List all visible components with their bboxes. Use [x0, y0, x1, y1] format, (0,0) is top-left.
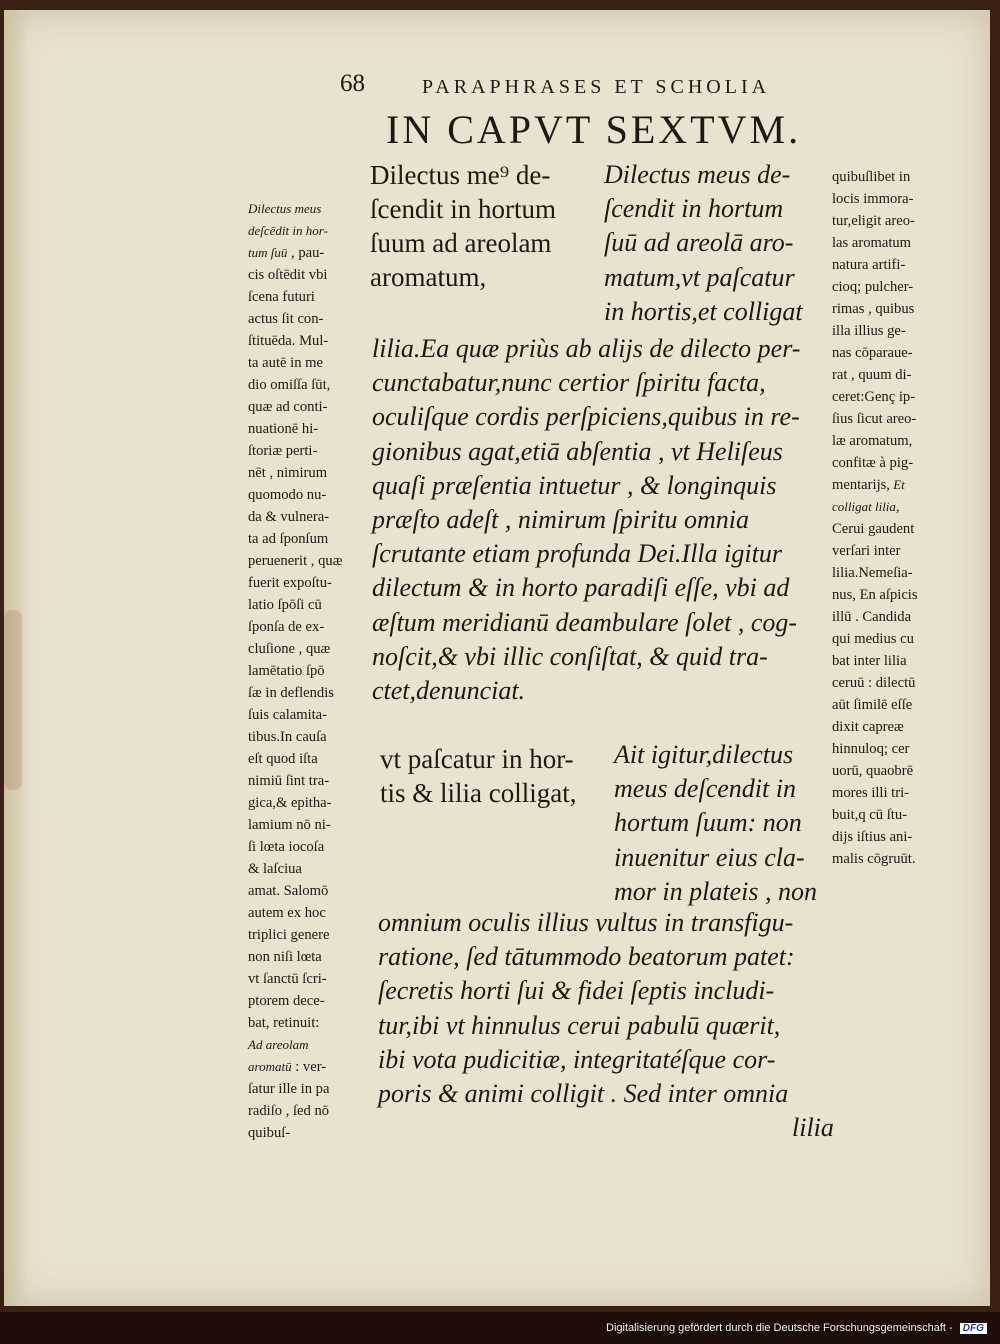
margin-line: [248, 1122, 342, 1144]
margin-line: [248, 748, 342, 770]
commentary-line: ratione, ſed tātummodo beatorum patet:: [378, 942, 795, 972]
margin-roman-run: dio omiſſa ſūt,: [248, 377, 331, 393]
margin-line: [248, 286, 342, 308]
margin-line: [248, 924, 342, 946]
margin-roman-run: amat. Salomō: [248, 883, 329, 899]
margin-line: [248, 374, 342, 396]
margin-line: [832, 584, 918, 606]
margin-line: [832, 188, 918, 210]
commentary-block-2: [378, 906, 834, 1145]
margin-line: [248, 770, 342, 792]
margin-roman-run: ceret:Genç ip-: [832, 389, 916, 405]
margin-line: [248, 308, 342, 330]
lemma-block-2: [380, 742, 576, 810]
margin-line: [248, 352, 342, 374]
margin-roman-run: ſæ in deflendis: [248, 685, 334, 701]
commentary-line: poris & animi colligit . Sed inter omnia: [378, 1079, 789, 1109]
margin-italic-run: Ad areolam: [248, 1037, 309, 1052]
margin-line: [832, 540, 918, 562]
commentary-line: æſtum meridianū deambulare ſolet , cog-: [372, 607, 798, 637]
lemma-line: ſuum ad areolam: [370, 228, 552, 258]
margin-roman-run: actus ſit con-: [248, 311, 324, 327]
margin-line: [832, 628, 918, 650]
margin-line: [248, 462, 342, 484]
margin-line: [248, 220, 342, 242]
margin-roman-run: bat, retinuit:: [248, 1015, 320, 1031]
commentary-line: Ait igitur,dilectus: [614, 740, 794, 769]
margin-roman-run: lamium nō ni-: [248, 817, 331, 833]
margin-line: [248, 1078, 342, 1100]
commentary-line: quaſi præſentia intuetur , & longinquis: [372, 470, 777, 500]
commentary-line: meus deſcendit in: [614, 774, 796, 804]
margin-line: [248, 814, 342, 836]
margin-roman-run: & laſciua: [248, 861, 302, 877]
commentary-line: cunctabatur,nunc certior ſpiritu facta,: [372, 368, 766, 398]
margin-line: [832, 166, 918, 188]
commentary-line: matum,vt paſcatur: [604, 262, 795, 292]
margin-line: [248, 946, 342, 968]
margin-line: [832, 848, 918, 870]
margin-roman-run: quibuſ-: [248, 1125, 291, 1141]
margin-line: [832, 496, 918, 518]
margin-line: [832, 782, 918, 804]
margin-line: [832, 320, 918, 342]
commentary-line: ſuū ad areolā aro-: [604, 228, 794, 258]
margin-roman-run: latio ſpōſi cū: [248, 597, 322, 613]
commentary-line: ſcrutante etiam profunda Dei.Illa igitur: [372, 539, 782, 569]
margin-roman-run: nimiū ſint tra-: [248, 773, 330, 789]
margin-roman-run: rat , quum di-: [832, 367, 912, 383]
margin-roman-run: radiſo , ſed nō: [248, 1103, 330, 1119]
commentary-line: dilectum & in horto paradiſi eſſe, vbi ad: [372, 573, 790, 603]
margin-roman-run: dixit capreæ: [832, 719, 904, 735]
margin-roman-run: eſt quod iſta: [248, 751, 318, 767]
margin-line: [248, 440, 342, 462]
lemma-line: ſcendit in hortum: [370, 194, 556, 224]
margin-line: [248, 726, 342, 748]
margin-roman-run: da & vulnera-: [248, 509, 330, 525]
left-marginal-note: [248, 198, 342, 1144]
margin-roman-run: qui medius cu: [832, 631, 914, 647]
margin-roman-run: triplici genere: [248, 927, 330, 943]
margin-line: [832, 210, 918, 232]
margin-roman-run: cioq; pulcher-: [832, 279, 914, 295]
margin-roman-run: læ aromatum,: [832, 433, 913, 449]
margin-roman-run: locis immora-: [832, 191, 914, 207]
margin-roman-run: nēt , nimirum: [248, 465, 328, 481]
commentary-line: hortum ſuum: non: [614, 808, 802, 838]
margin-roman-run: , pau-: [287, 245, 325, 261]
commentary-line: Dilectus meus de-: [604, 160, 791, 189]
margin-line: [832, 254, 918, 276]
commentary-line: oculiſque cordis perſpiciens,quibus in re-: [372, 402, 800, 432]
margin-roman-run: quæ ad conti-: [248, 399, 328, 415]
commentary-line: ſecretis horti ſui & fidei ſeptis includi-: [378, 976, 775, 1006]
margin-roman-run: confitæ à pig-: [832, 455, 914, 471]
margin-roman-run: bat inter lilia: [832, 653, 907, 669]
margin-roman-run: quomodo nu-: [248, 487, 327, 503]
margin-line: [248, 968, 342, 990]
commentary-line: mor in plateis , non: [614, 876, 817, 906]
margin-roman-run: ſtoriæ perti-: [248, 443, 318, 459]
margin-line: [832, 562, 918, 584]
margin-roman-run: ceruū : dilectū: [832, 675, 916, 691]
commentary-block-1: [372, 332, 800, 708]
margin-roman-run: ſponſa de ex-: [248, 619, 325, 635]
running-head: PARAPHRASES ET SCHOLIA: [422, 76, 771, 98]
margin-roman-run: nuationē hi-: [248, 421, 319, 437]
margin-roman-run: ſcena futuri: [248, 289, 315, 305]
margin-italic-run: aromatū: [248, 1059, 292, 1074]
lemma-line: aromatum,: [370, 262, 487, 292]
margin-line: [832, 738, 918, 760]
commentary-line: præſto adeſt , nimirum ſpiritu omnia: [372, 505, 750, 535]
commentary-block-1-top: [604, 158, 803, 329]
digitization-credit: [606, 1322, 987, 1334]
margin-line: [248, 1034, 342, 1056]
margin-line: [832, 760, 918, 782]
margin-line: [248, 198, 342, 220]
margin-line: [832, 232, 918, 254]
lemma-line: vt paſcatur in hor-: [380, 744, 574, 774]
margin-line: [832, 408, 918, 430]
margin-roman-run: mores illi tri-: [832, 785, 910, 801]
margin-line: [248, 330, 342, 352]
margin-line: [248, 594, 342, 616]
lemma-line: tis & lilia colligat,: [380, 778, 577, 808]
margin-roman-run: lamētatio ſpō: [248, 663, 325, 679]
margin-roman-run: vt ſanctū ſcri-: [248, 971, 327, 987]
commentary-line: lilia: [792, 1113, 834, 1143]
margin-italic-run: deſcēdit in hor-: [248, 223, 328, 238]
margin-line: [248, 418, 342, 440]
page-stain: [4, 610, 22, 790]
margin-roman-run: : ver-: [291, 1059, 327, 1075]
margin-roman-run: gica,& epitha-: [248, 795, 332, 811]
credit-text: Digitalisierung gefördert durch die Deutsche Forschungsgemeinschaft -: [606, 1322, 953, 1334]
margin-line: [832, 672, 918, 694]
margin-italic-run: Et: [889, 477, 905, 492]
margin-line: [832, 430, 918, 452]
margin-roman-run: buit,q cū ſtu-: [832, 807, 907, 823]
commentary-line: noſcit,& vbi illic conſiſtat, & quid tra-: [372, 641, 768, 671]
margin-line: [832, 694, 918, 716]
commentary-line: ſcendit in hortum: [604, 194, 784, 224]
book-page: [4, 10, 990, 1306]
margin-roman-run: dijs iſtius ani-: [832, 829, 913, 845]
margin-line: [248, 792, 342, 814]
margin-italic-run: Dilectus meus: [248, 201, 322, 216]
margin-line: [248, 902, 342, 924]
margin-line: [248, 484, 342, 506]
margin-roman-run: ta ad ſponſum: [248, 531, 329, 547]
margin-roman-run: natura artifi-: [832, 257, 906, 273]
margin-italic-run: tum ſuū: [248, 245, 288, 260]
margin-roman-run: mentarijs,: [832, 477, 890, 493]
margin-line: [832, 826, 918, 848]
commentary-line: inuenitur eius cla-: [614, 842, 805, 872]
margin-roman-run: ſius ſicut areo-: [832, 411, 917, 427]
margin-roman-run: quibuſlibet in: [832, 169, 911, 185]
margin-line: [248, 836, 342, 858]
margin-roman-run: ſuis calamita-: [248, 707, 328, 723]
margin-line: [248, 616, 342, 638]
margin-line: [248, 1012, 342, 1034]
margin-roman-run: nus, En aſpicis: [832, 587, 918, 603]
margin-roman-run: ptorem dece-: [248, 993, 325, 1009]
margin-roman-run: cis oſtēdit vbi: [248, 267, 328, 283]
margin-roman-run: ſatur ille in pa: [248, 1081, 330, 1097]
dfg-logo: DFG: [960, 1323, 987, 1334]
commentary-line: gionibus agat,etiā abſentia , vt Heliſeus: [372, 436, 783, 466]
margin-line: [832, 276, 918, 298]
commentary-line: lilia.Ea quæ priùs ab alijs de dilecto per-: [372, 334, 801, 363]
margin-roman-run: non niſi lœta: [248, 949, 322, 965]
margin-roman-run: malis cōgruūt.: [832, 851, 916, 867]
margin-line: [248, 264, 342, 286]
margin-roman-run: uorū, quaobrē: [832, 763, 914, 779]
margin-line: [832, 474, 918, 496]
margin-line: [832, 386, 918, 408]
commentary-line: in hortis,et colligat: [604, 296, 803, 326]
margin-roman-run: nas cōparaue-: [832, 345, 913, 361]
margin-roman-run: ſi lœta iocoſa: [248, 839, 325, 855]
margin-line: [248, 506, 342, 528]
margin-roman-run: illū . Candida: [832, 609, 912, 625]
lemma-line: Dilectus me⁹ de-: [370, 160, 551, 190]
margin-roman-run: aūt ſimilē eſſe: [832, 697, 913, 713]
margin-line: [248, 1056, 342, 1078]
margin-line: [832, 804, 918, 826]
page-number: 68: [340, 70, 365, 97]
margin-line: [248, 242, 342, 264]
margin-roman-run: peruenerit , quæ: [248, 553, 343, 569]
margin-italic-run: colligat lilia: [832, 499, 896, 514]
margin-line: [832, 650, 918, 672]
margin-line: [832, 298, 918, 320]
margin-line: [248, 396, 342, 418]
margin-line: [832, 342, 918, 364]
margin-roman-run: las aromatum: [832, 235, 912, 251]
margin-roman-run: cluſione , quæ: [248, 641, 331, 657]
margin-roman-run: hinnuloq; cer: [832, 741, 910, 757]
margin-line: [832, 452, 918, 474]
margin-line: [832, 518, 918, 540]
margin-roman-run: ſtituēda. Mul-: [248, 333, 329, 349]
margin-roman-run: tibus.In cauſa: [248, 729, 327, 745]
margin-line: [248, 682, 342, 704]
commentary-line: ctet,denunciat.: [372, 676, 526, 706]
margin-line: [248, 1100, 342, 1122]
lemma-block-1: [370, 158, 556, 294]
margin-line: [248, 880, 342, 902]
margin-roman-run: ,: [895, 499, 900, 515]
margin-line: [248, 704, 342, 726]
margin-line: [248, 858, 342, 880]
commentary-line: tur,ibi vt hinnulus cerui pabulū quærit,: [378, 1010, 781, 1040]
margin-line: [832, 606, 918, 628]
margin-line: [832, 716, 918, 738]
margin-roman-run: fuerit expoſtu-: [248, 575, 332, 591]
margin-roman-run: tur,eligit areo-: [832, 213, 915, 229]
margin-line: [248, 990, 342, 1012]
margin-line: [248, 660, 342, 682]
margin-roman-run: ta autē in me: [248, 355, 323, 371]
margin-roman-run: illa illius ge-: [832, 323, 906, 339]
margin-roman-run: rimas , quibus: [832, 301, 915, 317]
margin-line: [248, 572, 342, 594]
right-marginal-note: [832, 166, 918, 870]
commentary-line: omnium oculis illius vultus in transfigu-: [378, 908, 794, 937]
chapter-title: IN CAPVT SEXTVM.: [386, 107, 802, 152]
margin-roman-run: autem ex hoc: [248, 905, 326, 921]
margin-roman-run: Cerui gaudent: [832, 521, 915, 537]
margin-roman-run: verſari inter: [832, 543, 901, 559]
margin-line: [248, 528, 342, 550]
margin-roman-run: lilia.Nemeſia-: [832, 565, 913, 581]
margin-line: [248, 638, 342, 660]
margin-line: [248, 550, 342, 572]
commentary-block-2-top: [614, 738, 817, 909]
commentary-line: ibi vota pudicitiæ, integritatéſque cor-: [378, 1044, 776, 1074]
margin-line: [832, 364, 918, 386]
